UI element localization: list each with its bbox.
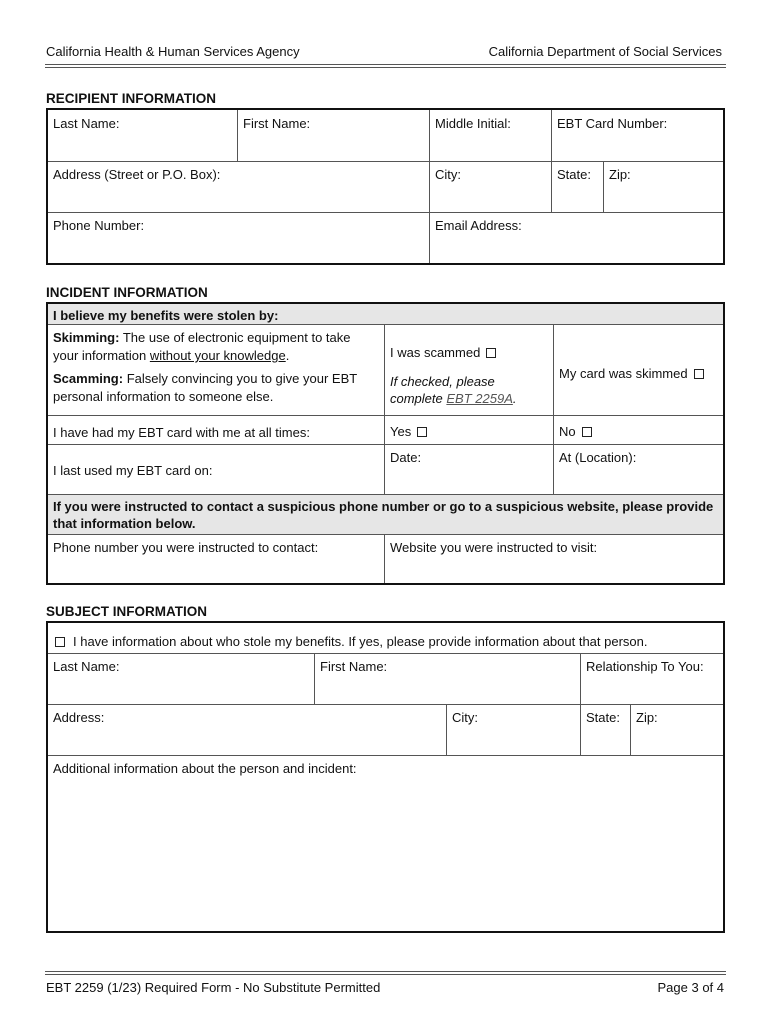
- skimmed-label: My card was skimmed: [559, 366, 688, 381]
- skimmed-checkbox[interactable]: [694, 369, 704, 379]
- subject-info-option[interactable]: [48, 630, 723, 653]
- subject-relationship-field[interactable]: Relationship To You:: [586, 659, 704, 674]
- no-label: No: [559, 424, 576, 439]
- instructed-website-field[interactable]: Website you were instructed to visit:: [390, 540, 598, 555]
- yes-label: Yes: [390, 424, 412, 439]
- scammed-checkbox[interactable]: [486, 348, 496, 358]
- scamming-definition: [48, 366, 384, 410]
- if-checked-text: If checked, please complete: [390, 374, 495, 406]
- recipient-email-field[interactable]: Email Address:: [435, 218, 522, 233]
- recipient-zip-field[interactable]: Zip:: [609, 167, 631, 182]
- skimmed-option[interactable]: [554, 362, 723, 385]
- recipient-last-name-field[interactable]: Last Name:: [53, 116, 120, 131]
- additional-info-field[interactable]: Additional information about the person and incident:: [53, 761, 357, 776]
- scammed-option[interactable]: [385, 341, 553, 364]
- last-used-date-field[interactable]: Date:: [390, 450, 422, 465]
- skimming-definition: [48, 325, 384, 369]
- skimming-term: Skimming:: [53, 330, 120, 345]
- department-name: California Department of Social Services: [488, 44, 722, 59]
- stolen-by-heading: I believe my benefits were stolen by:: [53, 308, 279, 323]
- subject-zip-field[interactable]: Zip:: [636, 710, 658, 725]
- scammed-instructions: [385, 369, 553, 411]
- last-used-label: I last used my EBT card on:: [53, 463, 213, 478]
- subject-info-checkbox[interactable]: [55, 637, 65, 647]
- scammed-label: I was scammed: [390, 345, 481, 360]
- subject-first-name-field[interactable]: First Name:: [320, 659, 388, 674]
- subject-table: [46, 621, 725, 933]
- recipient-address-field[interactable]: Address (Street or P.O. Box):: [53, 167, 221, 182]
- scamming-text: Falsely convincing you to give your EBT personal information to someone else.: [53, 371, 357, 404]
- instructed-phone-field[interactable]: Phone number you were instructed to contact:: [53, 540, 319, 555]
- footer-rule: [45, 971, 726, 975]
- had-card-yes-option[interactable]: [385, 420, 553, 443]
- skimming-period: .: [285, 348, 290, 363]
- scamming-term: Scamming:: [53, 371, 124, 386]
- recipient-first-name-field[interactable]: First Name:: [243, 116, 311, 131]
- recipient-city-field[interactable]: City:: [435, 167, 461, 182]
- recipient-section-title: RECIPIENT INFORMATION: [46, 91, 216, 106]
- skimming-text: The use of electronic equipment to take your information: [53, 330, 351, 363]
- recipient-state-field[interactable]: State:: [557, 167, 591, 182]
- agency-name: California Health & Human Services Agency: [46, 44, 300, 59]
- recipient-table: [46, 108, 725, 265]
- subject-last-name-field[interactable]: Last Name:: [53, 659, 120, 674]
- subject-section-title: SUBJECT INFORMATION: [46, 604, 207, 619]
- incident-table: [46, 302, 725, 585]
- subject-city-field[interactable]: City:: [452, 710, 478, 725]
- form-ref-period: .: [512, 391, 517, 406]
- subject-info-label: I have information about who stole my benefits. If yes, please provide information about that person.: [73, 634, 648, 649]
- incident-section-title: INCIDENT INFORMATION: [46, 285, 208, 300]
- skimming-emphasis: without your knowledge: [149, 348, 286, 363]
- form-id: EBT 2259 (1/23) Required Form - No Substitute Permitted: [46, 980, 381, 995]
- ebt-2259a-link[interactable]: EBT 2259A: [446, 391, 513, 406]
- subject-address-field[interactable]: Address:: [53, 710, 105, 725]
- recipient-phone-field[interactable]: Phone Number:: [53, 218, 145, 233]
- no-checkbox[interactable]: [582, 427, 592, 437]
- subject-state-field[interactable]: State:: [586, 710, 620, 725]
- recipient-middle-initial-field[interactable]: Middle Initial:: [435, 116, 511, 131]
- suspicious-contact-heading: If you were instructed to contact a suspicious phone number or go to a suspicious website, please provide that information below.: [53, 499, 714, 531]
- yes-checkbox[interactable]: [417, 427, 427, 437]
- last-used-location-field[interactable]: At (Location):: [559, 450, 637, 465]
- had-card-question: I have had my EBT card with me at all times:: [53, 425, 310, 440]
- recipient-ebt-card-field[interactable]: EBT Card Number:: [557, 116, 668, 131]
- page-number: Page 3 of 4: [657, 980, 724, 995]
- header-rule: [45, 64, 726, 68]
- had-card-no-option[interactable]: [554, 420, 723, 443]
